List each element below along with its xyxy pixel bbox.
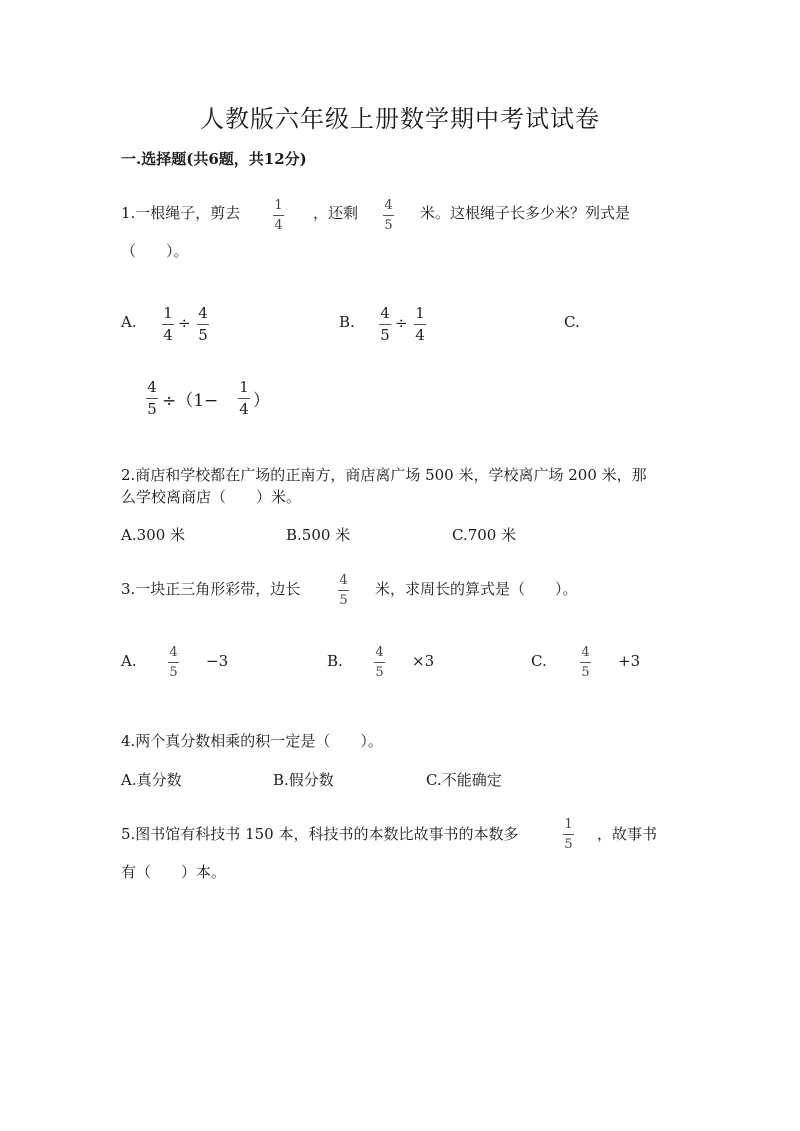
- q1-fraction-cut: [273, 199, 284, 232]
- q3-option-b-frac: [374, 646, 385, 679]
- denominator: 4: [239, 400, 249, 418]
- q2-option-b: B.500 米: [286, 526, 351, 544]
- q1-option-c-label: C.: [564, 313, 580, 331]
- q1-text-end: 米。这根绳子长多少米？列式是: [420, 204, 631, 222]
- numerator: 4: [339, 573, 348, 588]
- denominator: 5: [147, 400, 157, 418]
- q1-option-c-frac2: [238, 380, 250, 417]
- q3-option-c-frac: [580, 646, 591, 679]
- q1-option-a-operator: ÷: [178, 314, 191, 332]
- q1-option-c-close: ）: [253, 391, 270, 411]
- denominator: 5: [564, 837, 573, 852]
- denominator: 5: [169, 665, 178, 680]
- numerator: 4: [169, 645, 178, 660]
- section-heading: 一.选择题(共6题，共12分): [121, 150, 307, 168]
- q1-option-c-frac1: [146, 380, 158, 417]
- q4-text: 4.两个真分数相乘的积一定是（ ）。: [121, 732, 383, 750]
- exam-title: 人教版六年级上册数学期中考试试卷: [200, 105, 600, 133]
- numerator: 4: [375, 645, 384, 660]
- q1-blank-line: （ ）。: [121, 242, 189, 260]
- q1-option-b-label: B.: [339, 313, 355, 331]
- q1-option-c-operator: ÷（1−: [162, 391, 219, 411]
- q3-option-a-label: A.: [121, 652, 137, 670]
- numerator: 4: [380, 304, 390, 322]
- denominator: 5: [339, 593, 348, 608]
- numerator: 1: [239, 378, 249, 396]
- numerator: 4: [147, 378, 157, 396]
- numerator: 4: [384, 198, 393, 213]
- numerator: 1: [415, 304, 425, 322]
- q3-option-c-rest: +3: [618, 652, 641, 670]
- denominator: 5: [375, 665, 384, 680]
- q4-option-b: B.假分数: [273, 771, 334, 789]
- numerator: 4: [198, 304, 208, 322]
- q2-text-line1: 2.商店和学校都在广场的正南方，商店离广场 500 米，学校离广场 200 米，那: [121, 466, 647, 484]
- q1-option-a-label: A.: [121, 313, 137, 331]
- q1-fraction-left: [383, 199, 394, 232]
- q4-option-a: A.真分数: [121, 771, 182, 789]
- q3-text-end: 米，求周长的算式是（ ）。: [375, 580, 578, 598]
- q5-text-start: 5.图书馆有科技书 150 本，科技书的本数比故事书的本数多: [121, 825, 519, 843]
- denominator: 4: [415, 326, 425, 344]
- q2-text-line2: 么学校离商店（ ）米。: [121, 488, 302, 506]
- numerator: 1: [564, 817, 573, 832]
- numerator: 4: [581, 645, 590, 660]
- q1-option-a-frac1: [162, 306, 174, 343]
- q2-option-c: C.700 米: [452, 526, 517, 544]
- q5-text-line2: 有（ ）本。: [121, 863, 227, 881]
- q1-text-start: 1.一根绳子，剪去: [121, 204, 241, 222]
- denominator: 4: [274, 218, 283, 233]
- q3-text-start: 3.一块正三角形彩带，边长: [121, 580, 301, 598]
- q5-fraction: [563, 818, 574, 851]
- q3-option-a-frac: [168, 646, 179, 679]
- q3-option-a-rest: −3: [206, 652, 229, 670]
- denominator: 5: [198, 326, 208, 344]
- q2-option-a: A.300 米: [121, 526, 185, 544]
- q3-option-c-label: C.: [531, 652, 547, 670]
- q1-option-b-operator: ÷: [395, 314, 408, 332]
- q3-option-b-label: B.: [327, 652, 343, 670]
- denominator: 5: [384, 218, 393, 233]
- numerator: 1: [163, 304, 173, 322]
- denominator: 5: [581, 665, 590, 680]
- q1-option-b-frac2: [414, 306, 426, 343]
- q3-fraction-side: [338, 574, 349, 607]
- q1-option-b-frac1: [379, 306, 391, 343]
- numerator: 1: [274, 198, 283, 213]
- q3-option-b-rest: ×3: [412, 652, 435, 670]
- q1-option-a-frac2: [197, 306, 209, 343]
- denominator: 4: [163, 326, 173, 344]
- q5-text-end: ，故事书: [597, 825, 658, 843]
- q4-option-c: C.不能确定: [426, 771, 502, 789]
- q1-text-mid: ，还剩: [313, 204, 359, 222]
- denominator: 5: [380, 326, 390, 344]
